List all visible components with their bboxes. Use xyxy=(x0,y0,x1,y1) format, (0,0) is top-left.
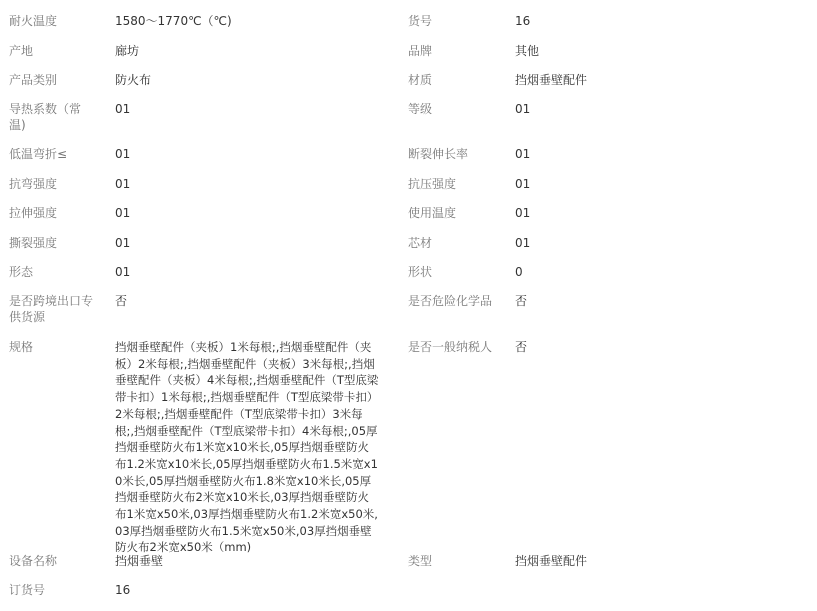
spec-value: 01 xyxy=(515,236,531,250)
spec-value: 16 xyxy=(515,14,531,28)
spec-value: 01 xyxy=(515,206,531,220)
spec-label: 类型 xyxy=(408,554,433,568)
spec-value: 01 xyxy=(115,102,131,116)
spec-value: 01 xyxy=(515,177,531,191)
spec-label: 断裂伸长率 xyxy=(408,147,469,161)
spec-value: 01 xyxy=(115,236,131,250)
spec-label: 品牌 xyxy=(408,44,433,58)
spec-label: 形状 xyxy=(408,265,433,279)
spec-value: 防火布 xyxy=(115,73,152,87)
spec-value: 1580～1770℃（℃) xyxy=(115,14,232,28)
spec-value-long: 挡烟垂壁配件（夹板）1米每根;,挡烟垂壁配件（夹板）2米每根;,挡烟垂壁配件（夹板）3米每根;,挡烟垂壁配件（夹板）4米每根;,挡烟垂壁配件（T型底梁带卡扣）1米每根;,挡烟垂壁配件（T型底梁带卡扣）2米每根;,挡烟垂壁配件（T型底梁带卡扣）3米每根;,挡烟垂壁配件（T型底梁带卡扣）4米每根;,05厚挡烟垂壁防火布1米宽x10米长,05厚挡烟垂壁防火布1.2米宽x10米长,05厚挡烟垂壁防火布1.5米宽x10米长,05厚挡烟垂壁防火布1.8米宽x10米长,05厚挡烟垂壁防火布2米宽x10米长,03厚挡烟垂壁防火布1米宽x50米,03厚挡烟垂壁防火布1.2米宽x50米,03厚挡烟垂壁防火布1.5米宽x50米,03厚挡烟垂壁防火布2米宽x50米（mm) xyxy=(115,340,379,555)
spec-value: 0 xyxy=(515,265,523,279)
spec-value: 廊坊 xyxy=(115,44,140,58)
spec-value: 01 xyxy=(115,265,131,279)
spec-value: 挡烟垂壁配件 xyxy=(515,73,588,87)
spec-label: 低温弯折≤ xyxy=(9,147,68,161)
spec-label: 撕裂强度 xyxy=(9,236,58,250)
spec-label: 产品类别 xyxy=(9,73,58,87)
spec-label: 是否危险化学品 xyxy=(408,294,493,308)
spec-label: 抗弯强度 xyxy=(9,177,58,191)
spec-value: 01 xyxy=(515,102,531,116)
spec-label: 货号 xyxy=(408,14,433,28)
spec-value: 否 xyxy=(515,294,528,308)
spec-value: 否 xyxy=(515,340,528,354)
spec-label: 材质 xyxy=(408,73,433,87)
spec-label: 产地 xyxy=(9,44,34,58)
spec-value: 否 xyxy=(115,294,128,308)
spec-value: 其他 xyxy=(515,44,540,58)
spec-value: 挡烟垂壁 xyxy=(115,554,164,568)
spec-label: 使用温度 xyxy=(408,206,457,220)
spec-label: 形态 xyxy=(9,265,34,279)
spec-value: 01 xyxy=(115,177,131,191)
spec-value: 01 xyxy=(515,147,531,161)
spec-label: 抗压强度 xyxy=(408,177,457,191)
spec-label: 设备名称 xyxy=(9,554,58,568)
spec-label: 是否跨境出口专供货源 xyxy=(9,294,94,324)
spec-label: 规格 xyxy=(9,340,34,354)
spec-label: 等级 xyxy=(408,102,433,116)
spec-label: 芯材 xyxy=(408,236,433,250)
spec-label: 导热系数（常温) xyxy=(9,102,82,132)
spec-label: 耐火温度 xyxy=(9,14,58,28)
spec-label: 拉伸强度 xyxy=(9,206,58,220)
spec-value: 16 xyxy=(115,583,131,597)
spec-value: 01 xyxy=(115,147,131,161)
spec-value: 挡烟垂壁配件 xyxy=(515,554,588,568)
spec-label: 是否一般纳税人 xyxy=(408,340,493,354)
spec-value: 01 xyxy=(115,206,131,220)
spec-label: 订货号 xyxy=(9,583,46,597)
